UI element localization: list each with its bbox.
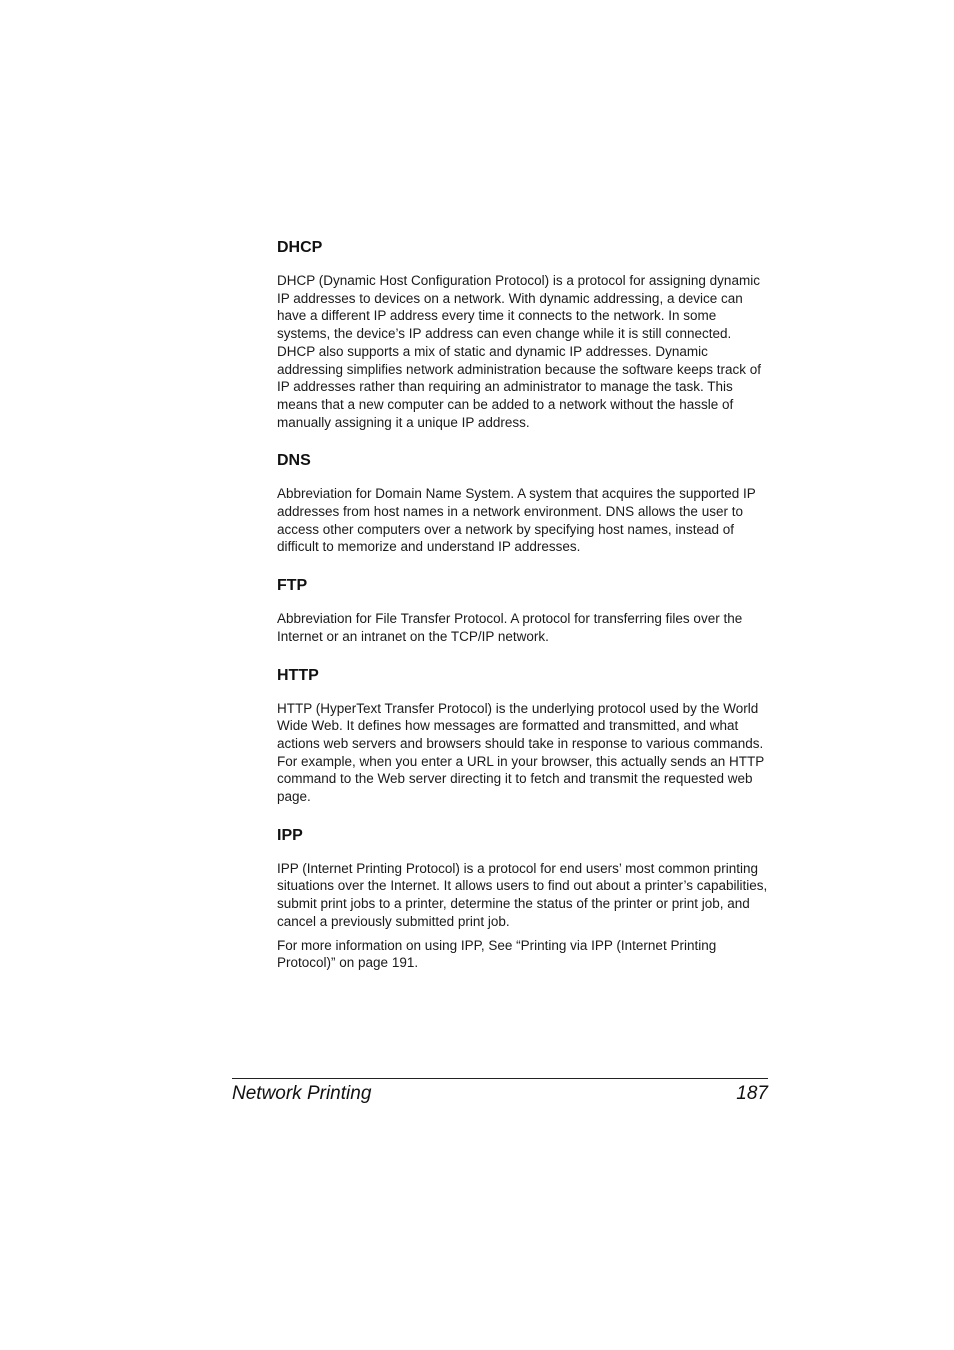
section-heading: FTP (277, 577, 308, 595)
section-heading: DHCP (277, 239, 323, 256)
page-content (277, 238, 769, 992)
cross-reference-paragraph: For more information on using IPP, See “Printing via IPP (Internet Printing Protocol)” on page 191. (277, 937, 717, 971)
section-paragraph: Abbreviation for Domain Name System. A system that acquires the supported IP addresses from host names in a network environment. DNS allows the user to access other computers over a network by specifying host names, instead of difficult to memorize and understand IP addresses. (277, 486, 756, 555)
section-dhcp (277, 238, 769, 431)
footer-page-number: 187 (736, 1083, 768, 1104)
section-heading: IPP (277, 826, 303, 844)
footer-chapter-title: Network Printing (232, 1083, 372, 1104)
section-ipp (277, 826, 769, 972)
section-paragraph: HTTP (HyperText Transfer Protocol) is the underlying protocol used by the World Wide Web. It defines how messages are formatted and transmitted, and what actions web servers and browsers should take in response to various commands. For example, when you enter a URL in your browser, this actually sends an HTTP command to the Web server directing it to fetch and transmit the requested web page. (277, 700, 764, 805)
section-paragraph: DHCP (Dynamic Host Configuration Protocol) is a protocol for assigning dynamic IP addresses to devices on a network. With dynamic addressing, a device can have a different IP address every time it connects to the network. In some systems, the device’s IP address can even change while it is still connected. DHCP also supports a mix of static and dynamic IP addresses. Dynamic addressing simplifies network administration because the software keeps track of IP addresses rather than requiring an administrator to manage the task. This means that a new computer can be added to a network without the hassle of manually assigning it a unique IP address. (277, 273, 761, 430)
section-heading: HTTP (277, 666, 319, 684)
section-ftp (277, 576, 769, 645)
section-dns (277, 451, 769, 556)
section-heading: DNS (277, 452, 311, 470)
section-paragraph: IPP (Internet Printing Protocol) is a protocol for end users’ most common printing situations over the Internet. It allows users to find out about a printer’s capabilities, submit print jobs to a printer, determine the status of the printer or print job, and cancel a previously submitted print job. (277, 860, 768, 929)
page-footer (232, 1078, 768, 1105)
section-http (277, 666, 769, 806)
section-paragraph: Abbreviation for File Transfer Protocol. A protocol for transferring files over the Internet or an intranet on the TCP/IP network. (277, 611, 743, 644)
